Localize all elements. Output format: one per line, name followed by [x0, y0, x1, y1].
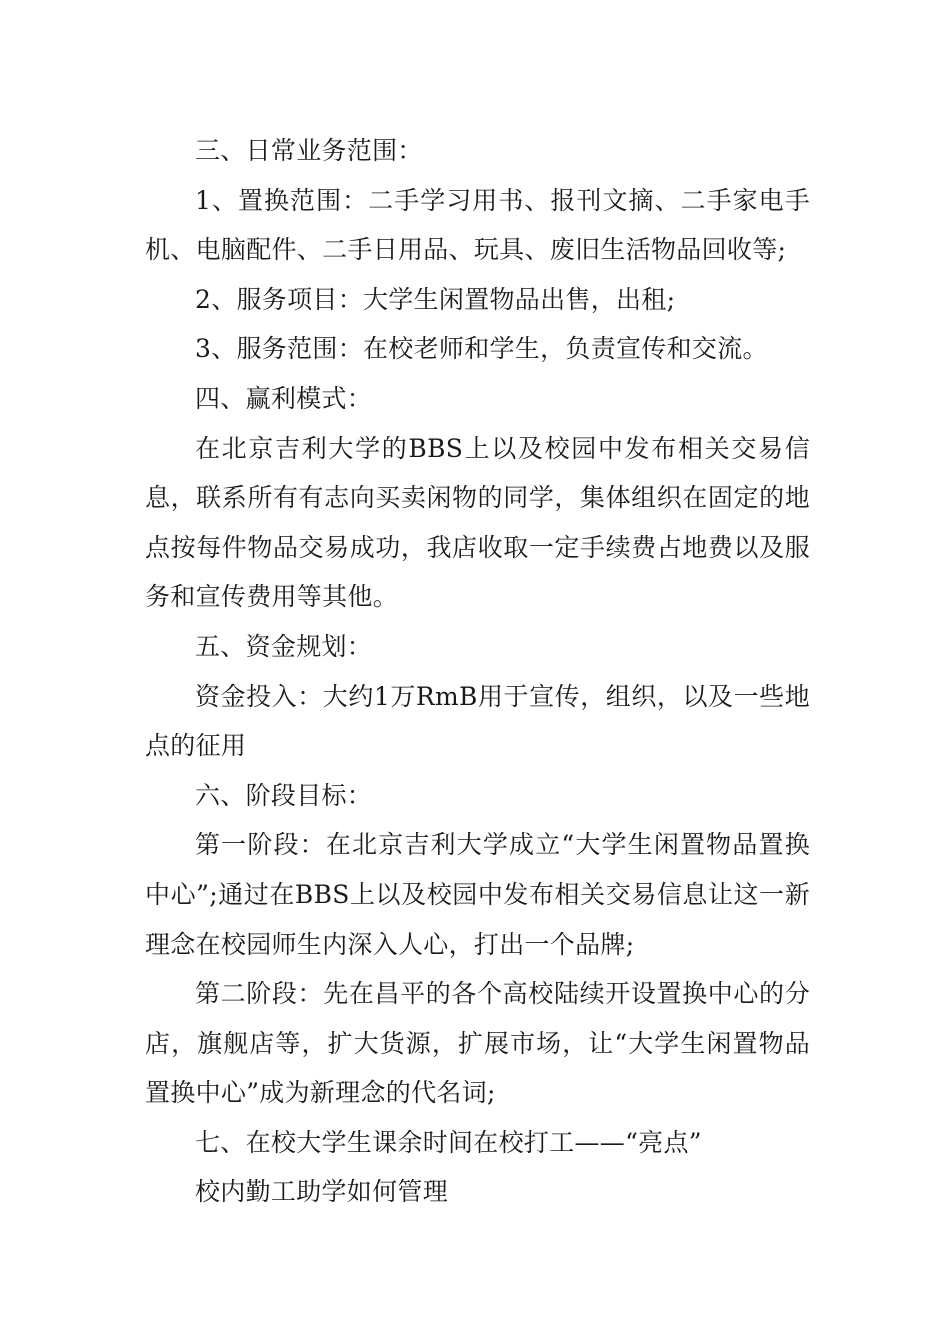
- paragraph-service-items: 2、服务项目：大学生闲置物品出售，出租;: [195, 284, 676, 314]
- paragraph-funding-investment: 资金投入：大约1万RmB用于宣传，组织，以及一些地点的征用: [145, 681, 810, 761]
- document-body: [145, 126, 810, 1217]
- section-heading-profit-model: 四、赢利模式：: [195, 383, 373, 413]
- paragraph-service-scope: 3、服务范围：在校老师和学生，负责宣传和交流。: [195, 334, 768, 364]
- section-heading-part-time-work: 七、在校大学生课余时间在校打工——“亮点”: [195, 1127, 702, 1157]
- paragraph-stage-two: 第二阶段：先在昌平的各个高校陆续开设置换中心的分店，旗舰店等，扩大货源，扩展市场，让“大学生闲置物品置换中心”成为新理念的代名词;: [145, 979, 810, 1108]
- paragraph-stage-one: 第一阶段：在北京吉利大学成立“大学生闲置物品置换中心”;通过在BBS上以及校园中发布相关交易信息让这一新理念在校园师生内深入人心，打出一个品牌;: [145, 830, 810, 959]
- paragraph-exchange-scope: 1、置换范围：二手学习用书、报刊文摘、二手家电手机、电脑配件、二手日用品、玩具、废旧生活物品回收等;: [145, 185, 810, 265]
- section-heading-stage-goals: 六、阶段目标：: [195, 780, 373, 810]
- paragraph-work-study-management: 校内勤工助学如何管理: [195, 1177, 449, 1207]
- paragraph-profit-model: 在北京吉利大学的BBS上以及校园中发布相关交易信息，联系所有有志向买卖闲物的同学，集体组织在固定的地点按每件物品交易成功，我店收取一定手续费占地费以及服务和宣传费用等其他。: [145, 433, 810, 612]
- section-heading-business-scope: 三、日常业务范围：: [195, 136, 423, 165]
- section-heading-funding-plan: 五、资金规划：: [195, 631, 373, 661]
